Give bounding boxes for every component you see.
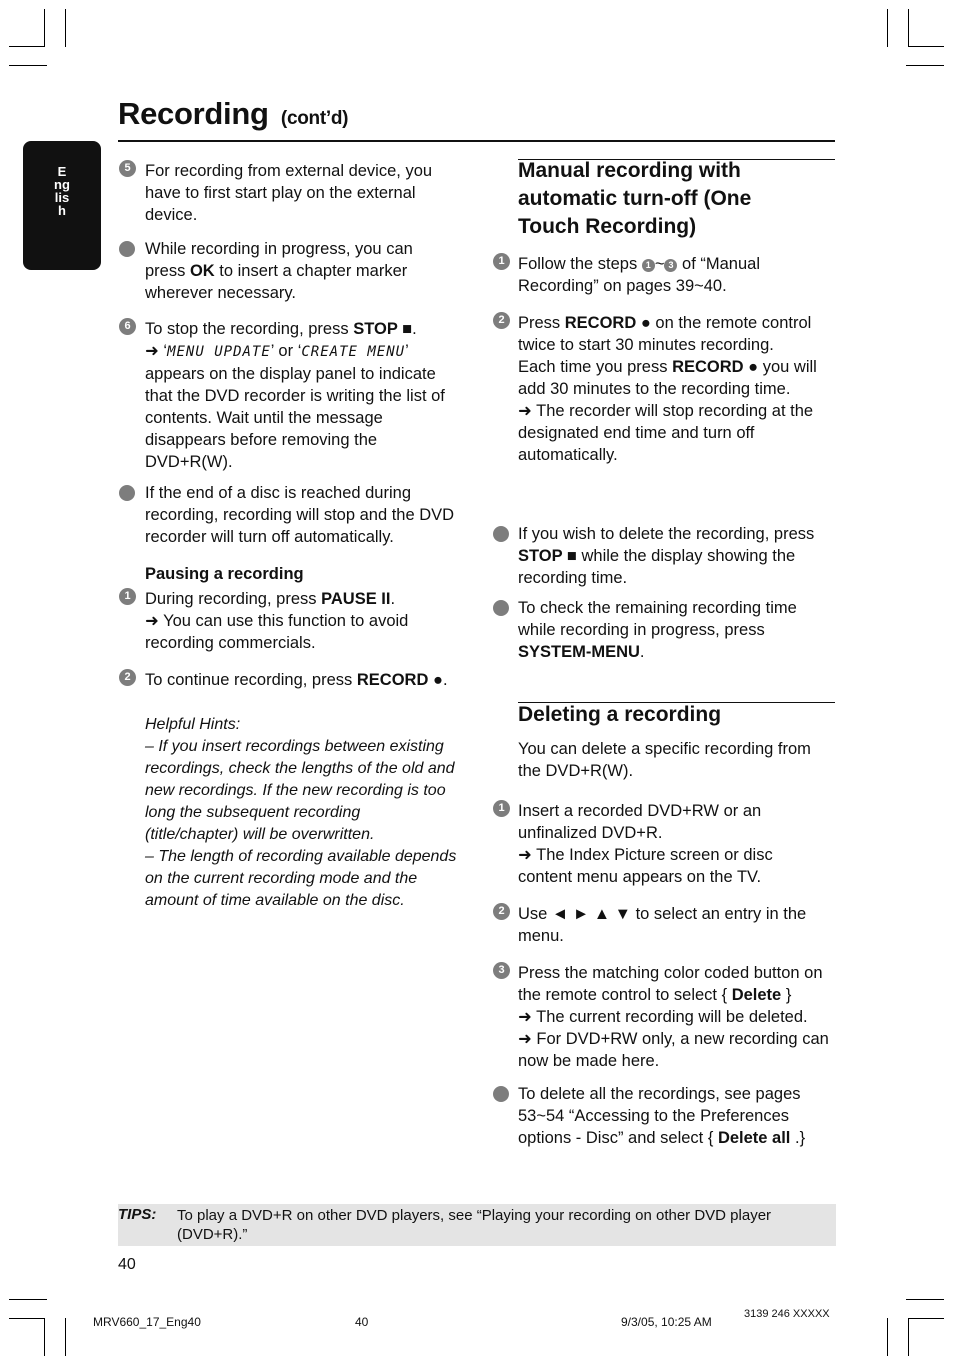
crop-mark: [44, 9, 45, 47]
pausing-heading: Pausing a recording: [145, 565, 304, 583]
footer-page: 40: [355, 1315, 369, 1329]
display-text-menu-update: MENU UPDATE: [167, 344, 271, 360]
s1-bullet-2-text: To check the remaining recording time while recording in progress, press SYSTEM-MENU.: [518, 599, 797, 661]
crop-mark: [44, 1318, 45, 1356]
tips-label: TIPS:: [118, 1206, 157, 1223]
bullet-icon: [493, 600, 509, 616]
page-title: [118, 96, 348, 132]
step-6-text: To stop the recording, press STOP ■. ➜ ‘MENU UPDATE’ or ‘CREATE MENU’ appears on the display panel to indicate that the DVD recorder is writing the list of contents. Wait until the message disappears before removing the DVD+R(W).: [145, 320, 445, 471]
step-number-2: 2: [119, 669, 136, 686]
bullet-ok-text: While recording in progress, you can press OK to insert a chapter marker wherever necessary.: [145, 240, 413, 302]
crop-mark: [908, 1318, 909, 1356]
s2-step-2-text: Use ◄ ► ▲ ▼ to select an entry in the menu.: [518, 905, 807, 945]
tips-text: To play a DVD+R on other DVD players, see “Playing your recording on other DVD player (DVD+R).”: [177, 1207, 772, 1243]
step-number-5: 5: [119, 160, 136, 177]
footer-date: 9/3/05, 10:25 AM: [621, 1315, 712, 1329]
crop-mark: [9, 1299, 47, 1300]
step-number-3: 3: [493, 962, 510, 979]
page-title-text: Recording: [118, 96, 269, 131]
step-ref-3: 3: [664, 259, 677, 272]
crop-mark: [906, 1299, 944, 1300]
step-ref-1: 1: [642, 259, 655, 272]
crop-mark: [908, 46, 944, 47]
language-tab-label: English: [54, 164, 70, 218]
step-number-2: 2: [493, 312, 510, 329]
pause-step-1-text: During recording, press PAUSE II. ➜ You can use this function to avoid recording commercials.: [145, 590, 409, 652]
display-text-create-menu: CREATE MENU: [301, 344, 406, 360]
bullet-icon: [493, 526, 509, 542]
crop-mark: [887, 1318, 888, 1356]
s2-step-1-text: Insert a recorded DVD+RW or an unfinalized DVD+R. ➜ The Index Picture screen or disc content menu appears on the TV.: [518, 802, 773, 886]
crop-mark: [908, 9, 909, 47]
crop-mark: [65, 9, 66, 47]
s1-step-2-text: Press RECORD ● on the remote control twice to start 30 minutes recording. Each time you press RECORD ● you will add 30 minutes to the recording time. ➜ The recorder will stop recording at the designated end time and turn off automatically.: [518, 314, 817, 464]
s2-bullet-text: To delete all the recordings, see pages 53~54 “Accessing to the Preferences options - Disc” and select { Delete all .}: [518, 1085, 806, 1147]
step-number-6: 6: [119, 318, 136, 335]
crop-mark: [9, 46, 45, 47]
s1-bullet-1-text: If you wish to delete the recording, press STOP ■ while the display showing the recording time.: [518, 525, 815, 587]
s1-step-1-text: Follow the steps 1 ~ 3 of “Manual Recording” on pages 39~40.: [518, 255, 760, 295]
helpful-hints: Helpful Hints: – If you insert recordings between existing recordings, check the lengths of the old and new recordings. If the new recording is too long the subsequent recording (title/chapter) will be overwritten. – The length of recording available depends on the current recording mode and the amount of time available on the disc.: [145, 716, 457, 909]
pause-step-2-text: To continue recording, press RECORD ●.: [145, 671, 448, 689]
tips-box: [118, 1204, 836, 1246]
bullet-icon: [119, 241, 135, 257]
page-title-sub: (cont’d): [280, 108, 349, 129]
crop-mark: [887, 9, 888, 47]
footer-code: 3139 246 XXXXX: [744, 1308, 830, 1320]
bullet-end-text: If the end of a disc is reached during recording, recording will stop and the DVD recorder will turn off automatically.: [145, 484, 455, 546]
bullet-icon: [119, 485, 135, 501]
step-number-1: 1: [493, 253, 510, 270]
crop-mark: [908, 1318, 944, 1319]
crop-mark: [906, 65, 944, 66]
page-number: 40: [118, 1256, 136, 1273]
step-5-text: For recording from external device, you have to first start play on the external device.: [145, 162, 433, 224]
crop-mark: [9, 65, 47, 66]
section-title-deleting: Deleting a recording: [518, 703, 722, 726]
crop-mark: [9, 1318, 45, 1319]
step-number-1: 1: [119, 588, 136, 605]
s2-step-3-text: Press the matching color coded button on the remote control to select { Delete } ➜ The current recording will be deleted. ➜ For DVD+RW only, a new recording can now be made here.: [518, 964, 829, 1070]
s2-intro-text: You can delete a specific recording from the DVD+R(W).: [518, 740, 811, 780]
footer-file: MRV660_17_Eng40: [93, 1315, 201, 1329]
language-tab: [23, 141, 101, 270]
step-number-2: 2: [493, 903, 510, 920]
bullet-icon: [493, 1086, 509, 1102]
crop-mark: [65, 1318, 66, 1356]
title-rule: [118, 140, 835, 142]
section-title-one-touch: Manual recording with automatic turn-off (One Touch Recording): [518, 159, 752, 238]
step-number-1: 1: [493, 800, 510, 817]
